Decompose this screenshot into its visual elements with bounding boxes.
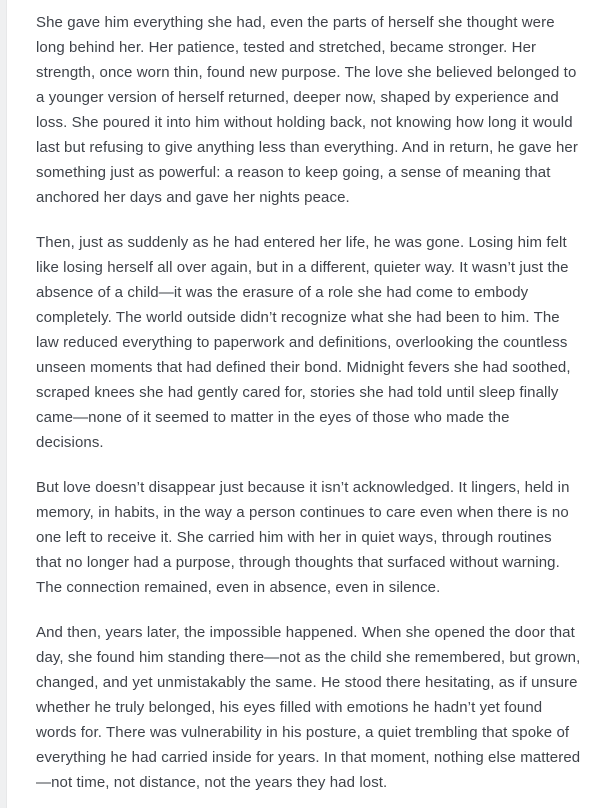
story-paragraph-3: But love doesn’t disappear just because it isn’t acknowledged. It lingers, held in memory, in habits, in the way a person continues to care even when there is no one left to receive it. She carried him with her in quiet ways, through routines that no longer had a purpose, through thoughts that surfaced without warning. The connection remained, even in absence, even in silence. [36, 479, 570, 596]
page-left-gutter [0, 0, 7, 808]
story-paragraph-4: And then, years later, the impossible happened. When she opened the door that day, she found him standing there—not as the child she remembered, but grown, changed, and yet unmistakably the same. He stood there hesitating, as if unsure whether he truly belonged, his eyes filled with emotions he hadn’t yet found words for. There was vulnerability in his posture, a quiet trembling that spoke of everything he had carried inside for years. In that moment, nothing else mattered—not time, not distance, not the years they had lost. [36, 624, 581, 791]
story-paragraph-2: Then, just as suddenly as he had entered her life, he was gone. Losing him felt like losing herself all over again, but in a different, quieter way. It wasn’t just the absence of a child—it was the erasure of a role she had come to embody completely. The world outside didn’t recognize what she had been to him. The law reduced everything to paperwork and definitions, overlooking the countless unseen moments that had defined their bond. Midnight fevers she had soothed, scraped knees she had gently cared for, stories she had told until sleep finally came—none of it seemed to matter in the eyes of those who made the decisions. [36, 234, 571, 451]
story-paragraph-1: She gave him everything she had, even the parts of herself she thought were long behind her. Her patience, tested and stretched, became stronger. Her strength, once worn thin, found new purpose. The love she believed belonged to a younger version of herself returned, deeper now, shaped by experience and loss. She poured it into him without holding back, not knowing how long it would last but refusing to give anything less than everything. And in return, he gave her something just as powerful: a reason to keep going, a sense of meaning that anchored her days and gave her nights peace. [36, 14, 578, 206]
document-body [36, 10, 581, 795]
